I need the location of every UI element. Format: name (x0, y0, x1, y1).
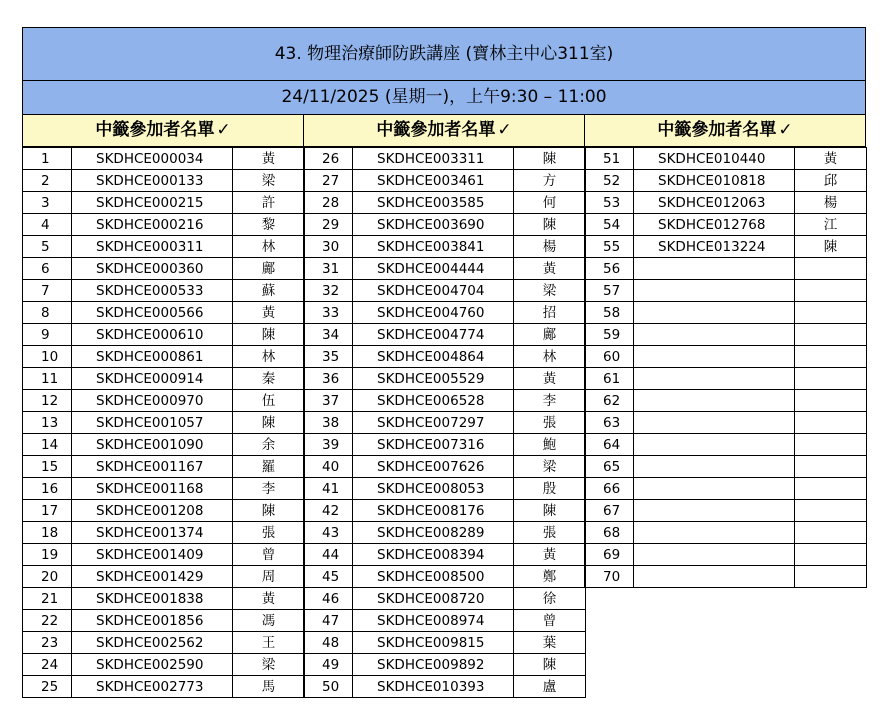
participant-surname (795, 258, 867, 280)
participant-code: SKDHCE004704 (353, 280, 514, 302)
table-row (23, 148, 305, 170)
participant-code: SKDHCE013224 (634, 236, 795, 258)
table-row (304, 280, 586, 302)
row-number: 29 (304, 214, 353, 236)
table-row (23, 324, 305, 346)
row-number: 1 (23, 148, 72, 170)
table-row (585, 456, 867, 478)
participant-code: SKDHCE009815 (353, 632, 514, 654)
participant-code: SKDHCE003690 (353, 214, 514, 236)
row-number: 10 (23, 346, 72, 368)
participant-surname: 李 (233, 478, 305, 500)
table-row (304, 456, 586, 478)
table-row (304, 148, 586, 170)
participant-code (634, 478, 795, 500)
participant-code: SKDHCE001856 (72, 610, 233, 632)
participant-surname (795, 280, 867, 302)
participant-table-1 (22, 147, 305, 698)
participant-surname: 王 (233, 632, 305, 654)
participant-code: SKDHCE004774 (353, 324, 514, 346)
table-row (585, 324, 867, 346)
participant-surname (795, 566, 867, 588)
row-number: 13 (23, 412, 72, 434)
table-row (304, 192, 586, 214)
participant-surname: 梁 (514, 280, 586, 302)
participant-code: SKDHCE010440 (634, 148, 795, 170)
participant-code: SKDHCE008974 (353, 610, 514, 632)
participant-surname: 梁 (233, 170, 305, 192)
row-number: 14 (23, 434, 72, 456)
table-row (23, 412, 305, 434)
participant-code: SKDHCE007297 (353, 412, 514, 434)
participant-code: SKDHCE001057 (72, 412, 233, 434)
participant-code (634, 456, 795, 478)
participant-code (634, 412, 795, 434)
participant-surname (795, 390, 867, 412)
participant-code: SKDHCE005529 (353, 368, 514, 390)
participant-code (634, 434, 795, 456)
participant-surname: 黃 (795, 148, 867, 170)
participant-surname: 張 (233, 522, 305, 544)
table-row (304, 412, 586, 434)
participant-code: SKDHCE010818 (634, 170, 795, 192)
participant-code: SKDHCE002562 (72, 632, 233, 654)
participant-surname (795, 368, 867, 390)
participant-code: SKDHCE000566 (72, 302, 233, 324)
row-number: 56 (585, 258, 634, 280)
table-row (585, 566, 867, 588)
table-row (304, 346, 586, 368)
table-row (585, 258, 867, 280)
table-row (585, 280, 867, 302)
participant-surname: 周 (233, 566, 305, 588)
row-number: 3 (23, 192, 72, 214)
participant-surname: 林 (233, 236, 305, 258)
table-row (23, 566, 305, 588)
participant-code: SKDHCE003841 (353, 236, 514, 258)
participant-surname: 陳 (233, 324, 305, 346)
check-mark-icon: ✓ (497, 120, 512, 140)
participant-code: SKDHCE000311 (72, 236, 233, 258)
row-number: 58 (585, 302, 634, 324)
row-number: 50 (304, 676, 353, 698)
participant-code: SKDHCE000970 (72, 390, 233, 412)
participant-code: SKDHCE000914 (72, 368, 233, 390)
participant-surname: 鮑 (514, 434, 586, 456)
row-number: 2 (23, 170, 72, 192)
participant-code: SKDHCE007316 (353, 434, 514, 456)
participant-surname: 黃 (514, 544, 586, 566)
table-row (23, 500, 305, 522)
participant-surname: 盧 (514, 676, 586, 698)
participant-code (634, 346, 795, 368)
table-row (304, 632, 586, 654)
row-number: 24 (23, 654, 72, 676)
row-number: 62 (585, 390, 634, 412)
row-number: 11 (23, 368, 72, 390)
participant-surname (795, 500, 867, 522)
participant-surname: 陳 (514, 148, 586, 170)
row-number: 31 (304, 258, 353, 280)
participant-surname (795, 324, 867, 346)
participant-surname (795, 456, 867, 478)
participant-code: SKDHCE012768 (634, 214, 795, 236)
table-row (304, 500, 586, 522)
column-header-row (22, 115, 866, 147)
row-number: 43 (304, 522, 353, 544)
row-number: 69 (585, 544, 634, 566)
event-date-time: 24/11/2025 (星期一)，上午9:30 – 11:00 (22, 81, 866, 115)
participant-surname: 馬 (233, 676, 305, 698)
participant-table-3 (584, 147, 867, 588)
row-number: 19 (23, 544, 72, 566)
table-row (23, 192, 305, 214)
column-header-label: 中籤參加者名單 (376, 120, 496, 140)
column-header-label: 中籤參加者名單 (657, 120, 777, 140)
row-number: 36 (304, 368, 353, 390)
row-number: 17 (23, 500, 72, 522)
row-number: 12 (23, 390, 72, 412)
participant-surname: 楊 (514, 236, 586, 258)
participant-code: SKDHCE008394 (353, 544, 514, 566)
table-row (23, 522, 305, 544)
table-row (23, 544, 305, 566)
row-number: 53 (585, 192, 634, 214)
row-number: 34 (304, 324, 353, 346)
row-number: 48 (304, 632, 353, 654)
column-header-2 (303, 115, 585, 147)
participant-surname: 黃 (233, 302, 305, 324)
table-row (23, 434, 305, 456)
participant-code: SKDHCE008289 (353, 522, 514, 544)
row-number: 70 (585, 566, 634, 588)
table-row (304, 368, 586, 390)
table-row (585, 148, 867, 170)
participant-surname: 黃 (233, 148, 305, 170)
row-number: 18 (23, 522, 72, 544)
table-row (585, 500, 867, 522)
table-row (23, 588, 305, 610)
table-row (304, 588, 586, 610)
participant-code: SKDHCE001838 (72, 588, 233, 610)
table-row (304, 566, 586, 588)
row-number: 61 (585, 368, 634, 390)
participant-code: SKDHCE007626 (353, 456, 514, 478)
participant-surname: 鄺 (514, 324, 586, 346)
participant-tables (22, 147, 866, 698)
participant-surname: 許 (233, 192, 305, 214)
table-row (585, 302, 867, 324)
row-number: 32 (304, 280, 353, 302)
participant-surname: 曾 (233, 544, 305, 566)
row-number: 27 (304, 170, 353, 192)
participant-surname (795, 412, 867, 434)
participant-code: SKDHCE008720 (353, 588, 514, 610)
table-row (304, 390, 586, 412)
table-row (23, 610, 305, 632)
participant-surname: 林 (233, 346, 305, 368)
participant-surname: 黃 (233, 588, 305, 610)
participant-table-2 (303, 147, 586, 698)
table-row (585, 192, 867, 214)
table-row (23, 170, 305, 192)
row-number: 68 (585, 522, 634, 544)
table-row (23, 676, 305, 698)
participant-surname: 張 (514, 412, 586, 434)
table-row (23, 456, 305, 478)
participant-code: SKDHCE002590 (72, 654, 233, 676)
participant-surname: 曾 (514, 610, 586, 632)
participant-code: SKDHCE000215 (72, 192, 233, 214)
row-number: 8 (23, 302, 72, 324)
row-number: 16 (23, 478, 72, 500)
table-row (304, 522, 586, 544)
participant-code: SKDHCE008053 (353, 478, 514, 500)
participant-surname: 馮 (233, 610, 305, 632)
row-number: 63 (585, 412, 634, 434)
table-row (585, 170, 867, 192)
table-row (304, 544, 586, 566)
table-row (585, 214, 867, 236)
table-row (585, 412, 867, 434)
participant-surname: 黃 (514, 258, 586, 280)
row-number: 35 (304, 346, 353, 368)
row-number: 64 (585, 434, 634, 456)
participant-surname: 何 (514, 192, 586, 214)
participant-surname: 招 (514, 302, 586, 324)
table-row (23, 258, 305, 280)
table-row (304, 654, 586, 676)
table-row (585, 434, 867, 456)
participant-surname: 徐 (514, 588, 586, 610)
row-number: 37 (304, 390, 353, 412)
participant-surname: 方 (514, 170, 586, 192)
table-row (585, 522, 867, 544)
row-number: 33 (304, 302, 353, 324)
table-row (23, 280, 305, 302)
participant-surname: 邱 (795, 170, 867, 192)
participant-code: SKDHCE003461 (353, 170, 514, 192)
participant-code (634, 280, 795, 302)
table-row (585, 346, 867, 368)
table-row (585, 544, 867, 566)
participant-list-sheet (22, 27, 866, 698)
participant-code (634, 500, 795, 522)
row-number: 54 (585, 214, 634, 236)
participant-code: SKDHCE000360 (72, 258, 233, 280)
row-number: 44 (304, 544, 353, 566)
participant-surname: 蘇 (233, 280, 305, 302)
row-number: 15 (23, 456, 72, 478)
participant-surname: 李 (514, 390, 586, 412)
row-number: 51 (585, 148, 634, 170)
participant-surname (795, 434, 867, 456)
participant-code (634, 566, 795, 588)
row-number: 7 (23, 280, 72, 302)
participant-code: SKDHCE008500 (353, 566, 514, 588)
participant-code (634, 544, 795, 566)
participant-code (634, 258, 795, 280)
table-row (23, 346, 305, 368)
column-header-1 (22, 115, 304, 147)
column-header-3 (584, 115, 866, 147)
table-row (304, 478, 586, 500)
participant-code (634, 324, 795, 346)
row-number: 67 (585, 500, 634, 522)
row-number: 4 (23, 214, 72, 236)
row-number: 45 (304, 566, 353, 588)
table-row (585, 368, 867, 390)
row-number: 5 (23, 236, 72, 258)
participant-code: SKDHCE003311 (353, 148, 514, 170)
table-row (304, 324, 586, 346)
table-row (304, 170, 586, 192)
participant-surname: 林 (514, 346, 586, 368)
row-number: 28 (304, 192, 353, 214)
participant-surname (795, 302, 867, 324)
table-row (23, 390, 305, 412)
participant-surname: 鄭 (514, 566, 586, 588)
participant-code: SKDHCE006528 (353, 390, 514, 412)
participant-surname: 陳 (514, 500, 586, 522)
row-number: 60 (585, 346, 634, 368)
row-number: 55 (585, 236, 634, 258)
participant-surname: 秦 (233, 368, 305, 390)
row-number: 57 (585, 280, 634, 302)
participant-code: SKDHCE000610 (72, 324, 233, 346)
row-number: 9 (23, 324, 72, 346)
participant-code: SKDHCE003585 (353, 192, 514, 214)
participant-code: SKDHCE000133 (72, 170, 233, 192)
participant-surname: 陳 (795, 236, 867, 258)
participant-code (634, 368, 795, 390)
participant-surname: 陳 (233, 412, 305, 434)
row-number: 46 (304, 588, 353, 610)
participant-surname: 伍 (233, 390, 305, 412)
participant-code: SKDHCE001090 (72, 434, 233, 456)
row-number: 66 (585, 478, 634, 500)
participant-code: SKDHCE010393 (353, 676, 514, 698)
participant-code: SKDHCE000216 (72, 214, 233, 236)
table-row (304, 236, 586, 258)
table-row (23, 654, 305, 676)
row-number: 6 (23, 258, 72, 280)
participant-surname: 楊 (795, 192, 867, 214)
participant-surname (795, 478, 867, 500)
row-number: 65 (585, 456, 634, 478)
participant-code: SKDHCE000034 (72, 148, 233, 170)
participant-code: SKDHCE001409 (72, 544, 233, 566)
participant-surname: 羅 (233, 456, 305, 478)
participant-surname (795, 346, 867, 368)
check-mark-icon: ✓ (778, 120, 793, 140)
participant-code: SKDHCE008176 (353, 500, 514, 522)
participant-code: SKDHCE001167 (72, 456, 233, 478)
participant-surname (795, 544, 867, 566)
table-row (304, 610, 586, 632)
row-number: 39 (304, 434, 353, 456)
table-row (23, 632, 305, 654)
row-number: 30 (304, 236, 353, 258)
row-number: 22 (23, 610, 72, 632)
table-row (23, 478, 305, 500)
participant-surname: 葉 (514, 632, 586, 654)
table-row (23, 236, 305, 258)
table-row (23, 302, 305, 324)
participant-code (634, 302, 795, 324)
participant-code: SKDHCE000861 (72, 346, 233, 368)
participant-code: SKDHCE009892 (353, 654, 514, 676)
participant-surname (795, 522, 867, 544)
row-number: 23 (23, 632, 72, 654)
participant-code: SKDHCE004760 (353, 302, 514, 324)
participant-surname: 陳 (233, 500, 305, 522)
participant-surname: 梁 (233, 654, 305, 676)
table-row (304, 214, 586, 236)
row-number: 41 (304, 478, 353, 500)
participant-code (634, 522, 795, 544)
table-row (304, 258, 586, 280)
row-number: 47 (304, 610, 353, 632)
table-row (585, 478, 867, 500)
participant-code: SKDHCE004864 (353, 346, 514, 368)
row-number: 49 (304, 654, 353, 676)
participant-code: SKDHCE001168 (72, 478, 233, 500)
table-row (23, 368, 305, 390)
event-title: 43. 物理治療師防跌講座 (寶林主中心311室) (22, 27, 866, 81)
table-row (304, 302, 586, 324)
table-row (304, 676, 586, 698)
participant-surname: 黎 (233, 214, 305, 236)
participant-code: SKDHCE002773 (72, 676, 233, 698)
table-row (23, 214, 305, 236)
participant-code: SKDHCE004444 (353, 258, 514, 280)
row-number: 21 (23, 588, 72, 610)
participant-code: SKDHCE012063 (634, 192, 795, 214)
participant-surname: 江 (795, 214, 867, 236)
row-number: 20 (23, 566, 72, 588)
row-number: 38 (304, 412, 353, 434)
check-mark-icon: ✓ (216, 120, 231, 140)
participant-surname: 殷 (514, 478, 586, 500)
participant-code: SKDHCE001208 (72, 500, 233, 522)
row-number: 26 (304, 148, 353, 170)
table-row (585, 236, 867, 258)
column-header-label: 中籤參加者名單 (95, 120, 215, 140)
row-number: 42 (304, 500, 353, 522)
participant-code (634, 390, 795, 412)
table-row (585, 390, 867, 412)
participant-surname: 鄺 (233, 258, 305, 280)
participant-code: SKDHCE001374 (72, 522, 233, 544)
participant-code: SKDHCE000533 (72, 280, 233, 302)
participant-surname: 陳 (514, 214, 586, 236)
participant-surname: 張 (514, 522, 586, 544)
row-number: 59 (585, 324, 634, 346)
participant-surname: 陳 (514, 654, 586, 676)
row-number: 40 (304, 456, 353, 478)
table-row (304, 434, 586, 456)
participant-code: SKDHCE001429 (72, 566, 233, 588)
participant-surname: 余 (233, 434, 305, 456)
row-number: 52 (585, 170, 634, 192)
participant-surname: 黃 (514, 368, 586, 390)
participant-surname: 梁 (514, 456, 586, 478)
row-number: 25 (23, 676, 72, 698)
